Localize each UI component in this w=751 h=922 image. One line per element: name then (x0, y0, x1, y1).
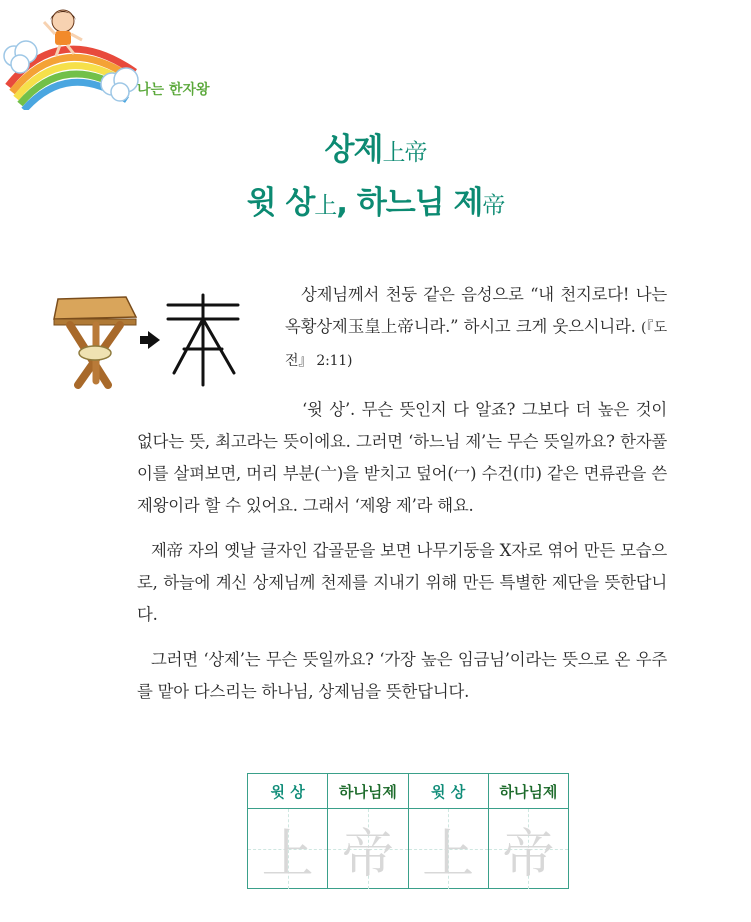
title-meaning-2: 하느님 제 (356, 185, 483, 221)
writing-practice-table (247, 773, 569, 889)
wooden-altar-icon (54, 297, 136, 385)
summary-paragraph: 그러면 ‘상제’는 무슨 뜻일까요? ‘가장 높은 임금님’이라는 뜻으로 온 우주를 맡아 다스리는 하나님, 상제님을 뜻한답니다. (137, 650, 667, 701)
title-meaning-1: 윗 상 (246, 185, 315, 221)
meaning-paragraph (137, 394, 667, 522)
title-hanja-2: 帝 (482, 193, 505, 219)
header (0, 0, 260, 110)
trace-character: 帝 (341, 824, 394, 885)
title-separator: , (336, 185, 357, 221)
practice-header-cell: 윗 상 (248, 774, 328, 808)
page-title (0, 128, 751, 229)
brand-label: 나는 한자왕 (137, 82, 210, 98)
practice-header-row (248, 774, 568, 809)
practice-header-cell: 하나님제 (499, 782, 558, 801)
title-line-2 (0, 180, 751, 229)
rainbow-girl-illustration (0, 0, 260, 110)
practice-header-cell: 윗 상 (409, 774, 489, 808)
trace-character: 上 (261, 824, 314, 885)
meaning-paragraph-first-line: ‘윗 상’. 무슨 뜻인지 다 알죠? 그보다 더 높은 (302, 400, 630, 419)
practice-trace-cell[interactable] (409, 809, 489, 889)
practice-header-cell: 하나님제 (328, 774, 408, 808)
origin-paragraph: 제帝 자의 옛날 글자인 갑골문을 보면 나무기둥을 X자로 엮어 만든 모습으로, 하늘에 계신 상제님께 천제를 지내기 위해 만든 특별한 제단을 뜻한답니다. (137, 541, 667, 624)
title-hanja: 上帝 (382, 140, 427, 166)
title-korean: 상제 (324, 132, 383, 168)
oracle-bone-character-icon (168, 295, 238, 385)
quote-reference: (『도전』 2:11) (285, 320, 668, 369)
arrow-right-icon (140, 331, 160, 349)
trace-character: 帝 (502, 824, 555, 885)
practice-trace-cell[interactable] (328, 809, 408, 889)
quote-paragraph (285, 279, 667, 377)
meaning-paragraph-rest: 것이 없다는 뜻, 최고라는 뜻이에요. 그러면 ‘하느님 제’는 무슨 뜻일까요? 한자풀이를 살펴보면, 머리 부분(亠)을 받치고 덮어(冖) 수건(巾) 같은 면류관을 쓴 제왕이라 할 수 있어요. 그래서 ‘제왕 제’라 해요. (137, 400, 667, 515)
title-hanja-1: 上 (314, 193, 337, 219)
quote-text: 상제님께서 천둥 같은 음성으로 “내 천지로다! 나는 옥황상제玉皇上帝니라.” 하시고 크게 웃으시니라. (285, 285, 667, 336)
practice-trace-cell[interactable] (489, 809, 568, 889)
practice-trace-cell[interactable] (248, 809, 328, 889)
title-line-1 (0, 128, 751, 175)
practice-trace-row (248, 809, 568, 889)
trace-character: 上 (422, 824, 475, 885)
etymology-illustration (50, 285, 260, 395)
